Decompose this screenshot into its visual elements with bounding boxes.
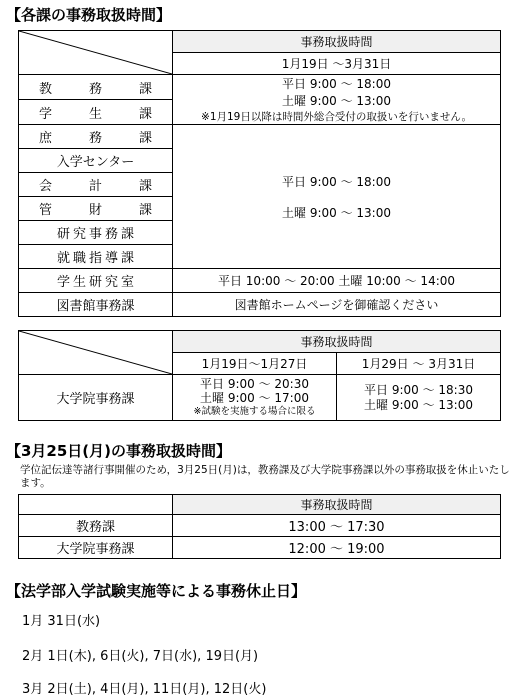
office-hours-table	[18, 30, 501, 317]
diagonal-corner-cell	[19, 331, 173, 375]
section3-notice: 学位記伝達等諸行事開催のため，3月25日(月)は，教務課及び大学院事務課以外の事務取扱を休止いたします。	[20, 464, 510, 489]
period-header: 1月19日 ～3月31日	[173, 53, 501, 75]
dept-cell: 大学院事務課	[19, 537, 173, 559]
section1-title: 【各課の事務取扱時間】	[6, 6, 172, 24]
dept-cell: 学 生 課	[19, 100, 173, 125]
p1-weekday: 平日 9:00 ～ 20:30	[200, 376, 309, 391]
period2-header: 1月29日 ～ 3月31日	[337, 353, 501, 375]
hours-header: 事務取扱時間	[173, 31, 501, 53]
hours-header: 事務取扱時間	[173, 495, 501, 515]
period1-hours-cell	[173, 375, 337, 421]
p2-saturday: 土曜 9:00 ～ 13:00	[364, 397, 473, 412]
dept-cell: 研究事務課	[19, 221, 173, 245]
section4-title: 【法学部入学試験実施等による事務休止日】	[6, 582, 307, 600]
closed-day-line: 2月 1日(木), 6日(火), 7日(水), 19日(月)	[22, 649, 259, 664]
group2-saturday: 土曜 9:00 ～ 13:00	[282, 205, 391, 220]
diagonal-corner-cell	[19, 31, 173, 75]
dept-cell: 庶 務 課	[19, 125, 173, 149]
group2-weekday: 平日 9:00 ～ 18:00	[282, 174, 391, 189]
group1-saturday: 土曜 9:00 ～ 13:00	[282, 94, 391, 108]
closed-day-line: 3月 2日(土), 4日(月), 11日(月), 12日(火)	[22, 682, 267, 697]
group1-note: ※1月19日以降は時間外総合受付の取扱いを行いません。	[201, 111, 472, 123]
dept-cell: 管 財 課	[19, 197, 173, 221]
p1-saturday: 土曜 9:00 ～ 17:00	[200, 390, 309, 405]
group2-hours-cell	[173, 125, 501, 269]
group1-hours-cell	[173, 75, 501, 125]
period2-hours-cell	[337, 375, 501, 421]
dept-cell: 入学センター	[19, 149, 173, 173]
empty-corner-cell	[19, 495, 173, 515]
dept-cell: 図書館事務課	[19, 293, 173, 317]
group1-weekday: 平日 9:00 ～ 18:00	[282, 77, 391, 91]
hours-cell: 12:00 ～ 19:00	[173, 537, 501, 559]
p1-note: ※試験を実施する場合に限る	[193, 405, 316, 417]
dept-cell: 教務課	[19, 515, 173, 537]
hours-header: 事務取扱時間	[173, 331, 501, 353]
p2-weekday: 平日 9:00 ～ 18:30	[364, 382, 473, 397]
dept-cell: 就職指導課	[19, 245, 173, 269]
graduate-dept-cell: 大学院事務課	[19, 375, 173, 421]
dept-cell: 教 務 課	[19, 75, 173, 100]
period1-header: 1月19日～1月27日	[173, 353, 337, 375]
lab-hours-cell: 平日 10:00 ～ 20:00 土曜 10:00 ～ 14:00	[173, 269, 501, 293]
dept-cell: 学生研究室	[19, 269, 173, 293]
march25-table	[18, 494, 501, 559]
library-hours-cell: 図書館ホームページを御確認ください	[173, 293, 501, 317]
graduate-office-table	[18, 330, 501, 421]
hours-cell: 13:00 ～ 17:30	[173, 515, 501, 537]
closed-day-line: 1月 31日(水)	[22, 614, 101, 629]
dept-cell: 会 計 課	[19, 173, 173, 197]
section3-title: 【3月25日(月)の事務取扱時間】	[6, 442, 232, 460]
